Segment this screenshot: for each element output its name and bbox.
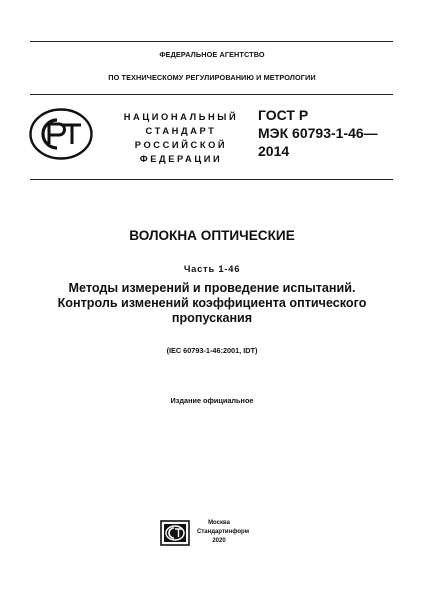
divider-top <box>30 41 393 42</box>
iec-reference: (IEC 60793-1-46:2001, IDT) <box>166 346 258 355</box>
document-subtitle <box>40 281 384 326</box>
gost-line3: 2014 <box>258 143 290 159</box>
edition-note: Издание официальное <box>170 396 254 405</box>
publisher-name: Стандартинформ <box>197 529 250 535</box>
standard-type <box>118 110 244 166</box>
gost-line2: МЭК 60793-1-46— <box>258 125 378 141</box>
rst-logo-icon <box>29 108 93 160</box>
gost-line1: ГОСТ Р <box>258 107 309 123</box>
divider-bottom <box>30 179 393 180</box>
standard-type-line3: РОССИЙСКОЙ <box>134 140 228 150</box>
subtitle-line2: Контроль изменений коэффициента оптического <box>57 296 367 310</box>
agency-name-line2: ПО ТЕХНИЧЕСКОМУ РЕГУЛИРОВАНИЮ И МЕТРОЛОГИИ <box>108 73 316 82</box>
subtitle-line3: пропускания <box>171 311 253 325</box>
agency-name-line1: ФЕДЕРАЛЬНОЕ АГЕНТСТВО <box>159 50 265 59</box>
divider-middle <box>30 94 393 95</box>
publisher-logo-icon <box>160 520 190 546</box>
publisher-city: Москва <box>208 520 230 526</box>
standard-type-line4: ФЕДЕРАЦИИ <box>139 154 223 164</box>
publisher-info <box>197 519 250 546</box>
standard-type-line1: НАЦИОНАЛЬНЫЙ <box>123 112 239 122</box>
gost-designation <box>258 106 378 160</box>
publisher-year: 2020 <box>212 538 226 544</box>
document-title: ВОЛОКНА ОПТИЧЕСКИЕ <box>129 228 295 243</box>
standard-type-line2: СТАНДАРТ <box>145 126 217 136</box>
subtitle-line1: Методы измерений и проведение испытаний. <box>68 281 356 295</box>
document-part: Часть 1-46 <box>183 264 241 274</box>
